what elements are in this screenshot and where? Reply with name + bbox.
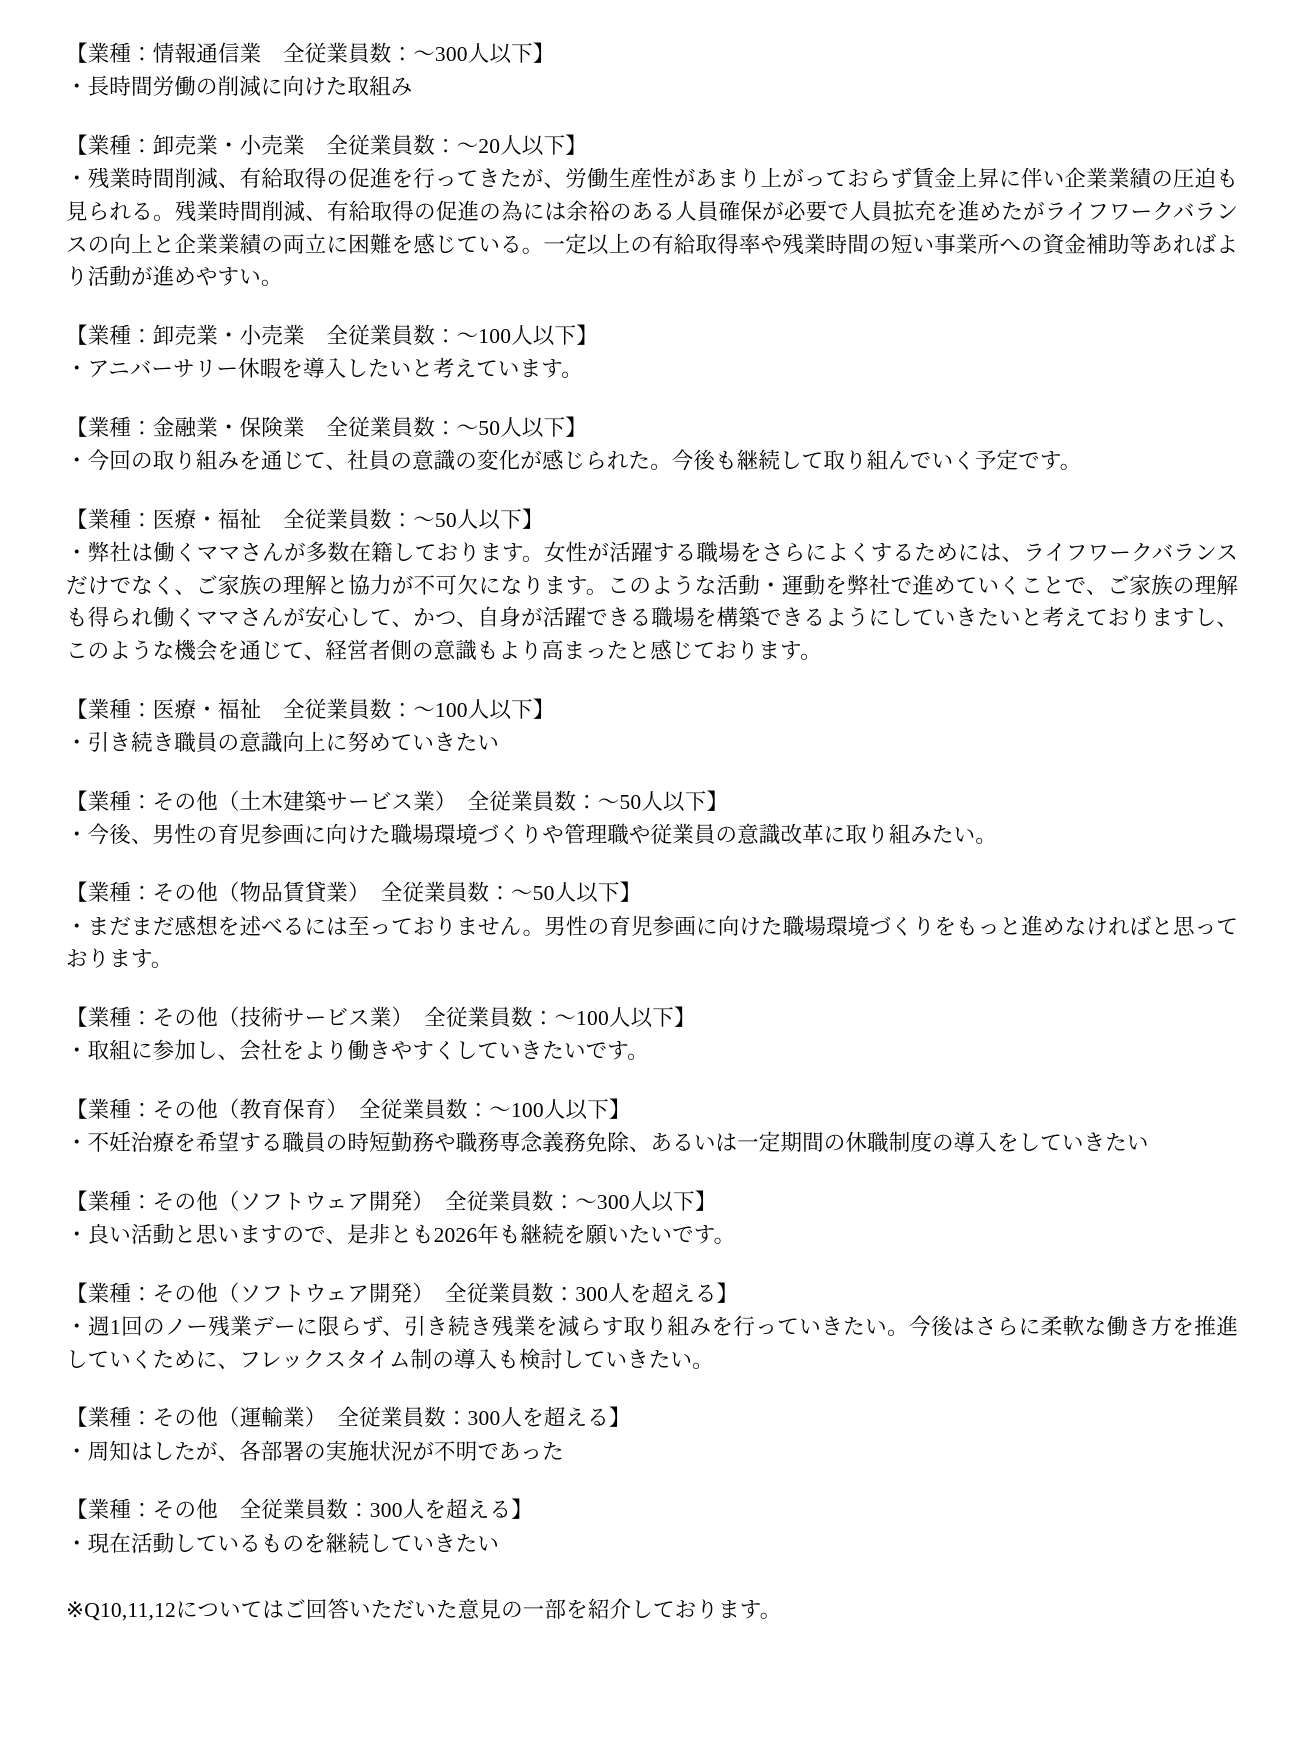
footnote: ※Q10,11,12についてはご回答いただいた意見の一部を紹介しております。 xyxy=(66,1598,782,1623)
entry-body: ・弊社は働くママさんが多数在籍しております。女性が活躍する職場をさらによくするためには、ライフワークバランスだけでなく、ご家族の理解と協力が不可欠になります。このような活動・運動を弊社で進めていくことで、ご家族の理解も得られ働くママさんが安心して、かつ、自身が活躍できる職場を構築できるようにしていきたいと考えておりますし、このような機会を通じて、経営者側の意識もより高まったと感じております。 xyxy=(66,540,1238,663)
entry-body: ・取組に参加し、会社をより働きやすくしていきたいです。 xyxy=(66,1039,649,1064)
comment-entry xyxy=(66,130,1238,294)
comment-entry xyxy=(66,1278,1238,1377)
comment-entry xyxy=(66,694,1238,760)
entry-header: 【業種：卸売業・小売業 全従業員数：～100人以下】 xyxy=(66,323,598,348)
comment-entry xyxy=(66,1186,1238,1252)
comment-entry xyxy=(66,1002,1238,1068)
entry-header: 【業種：その他（ソフトウェア開発） 全従業員数：～300人以下】 xyxy=(66,1189,717,1214)
entry-body: ・現在活動しているものを継続していきたい xyxy=(66,1531,500,1556)
entry-header: 【業種：その他（教育保育） 全従業員数：～100人以下】 xyxy=(66,1098,631,1122)
comment-entry xyxy=(66,412,1238,478)
comment-entry-list xyxy=(66,38,1238,1560)
comment-entry xyxy=(66,1094,1238,1160)
entry-body: ・今回の取り組みを通じて、社員の意識の変化が感じられた。今後も継続して取り組んでいく予定です。 xyxy=(66,449,1082,474)
entry-body: ・今後、男性の育児参画に向けた職場環境づくりや管理職や従業員の意識改革に取り組みたい。 xyxy=(66,822,997,847)
entry-body: ・アニバーサリー休暇を導入したいと考えています。 xyxy=(66,357,583,382)
entry-body: ・長時間労働の削減に向けた取組み xyxy=(66,75,413,100)
entry-body: ・週1回のノー残業デーに限らず、引き続き残業を減らす取り組みを行っていきたい。今後はさらに柔軟な働き方を推進していくために、フレックスタイム制の導入も検討していきたい。 xyxy=(66,1315,1238,1372)
comment-entry xyxy=(66,786,1238,852)
entry-header: 【業種：医療・福祉 全従業員数：～100人以下】 xyxy=(66,697,555,722)
entry-header: 【業種：その他（土木建築サービス業） 全従業員数：～50人以下】 xyxy=(66,789,729,814)
comment-entry xyxy=(66,1494,1238,1560)
entry-body: ・残業時間削減、有給取得の促進を行ってきたが、労働生産性があまり上がっておらず賃金上昇に伴い企業業績の圧迫も見られる。残業時間削減、有給取得の促進の為には余裕のある人員確保が必要で人員拡充を進めたがライフワークバランスの向上と企業業績の両立に困難を感じている。一定以上の有給取得率や残業時間の短い事業所への資金補助等あればより活動が進めやすい。 xyxy=(66,167,1238,290)
entry-body: ・まだまだ感想を述べるには至っておりません。男性の育児参画に向けた職場環境づくりをもっと進めなければと思っております。 xyxy=(66,914,1238,972)
entry-body: ・周知はしたが、各部署の実施状況が不明であった xyxy=(66,1439,564,1464)
entry-body: ・引き続き職員の意識向上に努めていきたい xyxy=(66,730,500,755)
entry-header: 【業種：その他（運輸業） 全従業員数：300人を超える】 xyxy=(66,1406,631,1431)
entry-body: ・不妊治療を希望する職員の時短勤務や職務専念義務免除、あるいは一定期間の休職制度の導入をしていきたい xyxy=(66,1131,1149,1156)
comment-entry xyxy=(66,38,1238,104)
entry-header: 【業種：その他（技術サービス業） 全従業員数：～100人以下】 xyxy=(66,1006,696,1031)
entry-header: 【業種：その他 全従業員数：300人を超える】 xyxy=(66,1498,533,1523)
comment-entry xyxy=(66,1402,1238,1468)
entry-header: 【業種：金融業・保険業 全従業員数：～50人以下】 xyxy=(66,415,588,440)
entry-header: 【業種：その他（ソフトウェア開発） 全従業員数：300人を超える】 xyxy=(66,1281,739,1306)
comment-entry xyxy=(66,877,1238,976)
comment-entry xyxy=(66,504,1238,668)
comment-entry xyxy=(66,320,1238,386)
entry-header: 【業種：情報通信業 全従業員数：～300人以下】 xyxy=(66,42,555,66)
entry-header: 【業種：卸売業・小売業 全従業員数：～20人以下】 xyxy=(66,133,588,158)
entry-header: 【業種：その他（物品賃貸業） 全従業員数：～50人以下】 xyxy=(66,881,642,906)
entry-body: ・良い活動と思いますので、是非とも2026年も継続を願いたいです。 xyxy=(66,1223,736,1248)
entry-header: 【業種：医療・福祉 全従業員数：～50人以下】 xyxy=(66,507,544,532)
